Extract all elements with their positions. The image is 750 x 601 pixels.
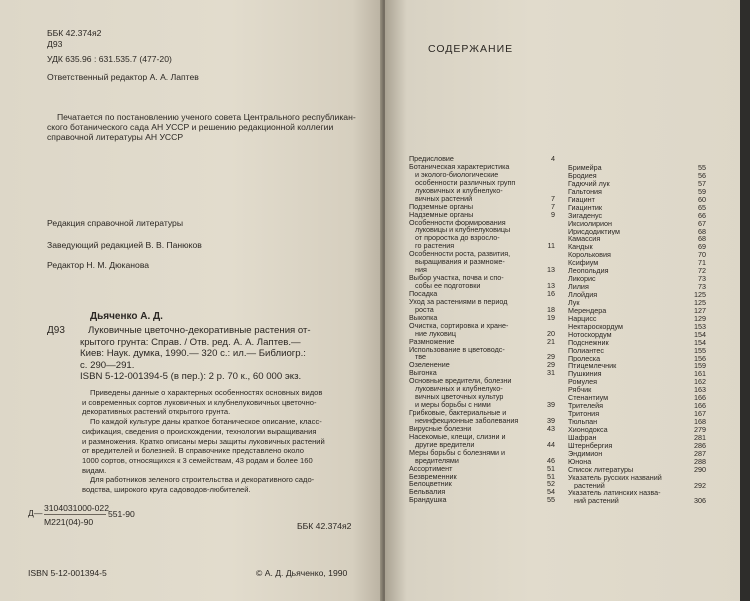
toc-entry-page: 46 <box>547 456 555 465</box>
toc-entry <box>409 250 555 258</box>
toc-entry-label: Список литературы <box>568 465 634 474</box>
toc-entry <box>568 331 706 339</box>
toc-entry-label: Выгонка <box>409 369 437 378</box>
toc-entry <box>568 394 706 402</box>
toc-entry <box>409 314 555 322</box>
toc-entry <box>568 450 706 458</box>
toc-entry <box>568 164 706 172</box>
toc-entry-label: Использование в цветоводс- <box>409 345 505 354</box>
toc-entry <box>568 267 706 275</box>
toc-entry-page: 162 <box>694 378 706 387</box>
toc-entry <box>409 266 555 274</box>
toc-entry-page: 125 <box>694 291 706 299</box>
toc-entry-page: 155 <box>694 346 706 355</box>
toc-entry <box>409 282 555 290</box>
toc-entry-label: Зигаденус <box>568 211 603 220</box>
toc-entry-label: Посадка <box>409 289 438 298</box>
toc-entry <box>409 417 555 425</box>
toc-entry-page: 39 <box>547 416 555 425</box>
toc-entry <box>568 172 706 180</box>
toc-entry-label: Ллойдия <box>568 291 598 299</box>
toc-entry <box>409 361 555 369</box>
toc-entry-page: 127 <box>694 306 706 315</box>
class-code-number: 551-90 <box>108 509 135 519</box>
toc-entry-label: вредителями <box>415 456 459 465</box>
toc-entry-label: Вирусные болезни <box>409 424 472 433</box>
biblio-code: Д93 <box>47 325 65 336</box>
toc-entry <box>409 219 555 227</box>
toc-entry <box>409 441 555 449</box>
toc-entry <box>409 369 555 377</box>
toc-entry-label: Тритония <box>568 410 600 418</box>
toc-entry-page: 70 <box>698 251 706 260</box>
toc-entry-page: 154 <box>694 330 706 339</box>
toc-entry-page: 73 <box>698 275 706 284</box>
toc-entry <box>409 187 555 195</box>
bibliographic-record: Луковичные цветочно-декоративные растения от- крытого грунта: Справ. / Отв. ред. А. А. Лаптев.— Киев: Наук. думка, 1990.— 320 с.: ил.— Библиогр.: с. 290—291. ISBN 5-12-001394-5 (в пер.): 2 р. 70 к., 60 000 экз. <box>80 325 311 383</box>
toc-entry-label: Выкопка <box>409 313 438 322</box>
toc-entry-label: Мерендера <box>568 306 607 315</box>
toc-entry <box>568 251 706 259</box>
toc-entry-page: 56 <box>698 171 706 180</box>
toc-entry <box>568 299 706 307</box>
toc-entry-label: другие вредители <box>415 440 475 449</box>
toc-entry-label: Бельвалия <box>409 488 446 497</box>
toc-entry-page: 166 <box>694 394 706 403</box>
toc-entry-page: 306 <box>694 497 706 506</box>
toc-entry <box>568 418 706 426</box>
toc-entry <box>409 258 555 266</box>
toc-entry-page: 21 <box>547 337 555 346</box>
toc-entry-page: 55 <box>547 496 555 505</box>
toc-entry <box>409 338 555 346</box>
toc-entry-page: 29 <box>547 361 555 370</box>
toc-entry-page: 286 <box>694 441 706 450</box>
toc-entry-page: 19 <box>547 313 555 322</box>
toc-entry-label: Особенности формирования <box>409 218 506 227</box>
toc-entry-page: 60 <box>698 195 706 204</box>
toc-entry-label: луковичных и клубнелуко- <box>415 186 503 195</box>
toc-entry-label: Тюльпан <box>568 418 598 426</box>
toc-entry-label: го растения <box>415 242 455 251</box>
toc-entry-label: тве <box>415 353 427 362</box>
toc-entry-label: Уход за растениями в период <box>409 297 508 306</box>
toc-entry <box>409 274 555 282</box>
toc-entry-label: вичных растений <box>415 194 473 203</box>
toc-entry-label: Корольковия <box>568 251 611 260</box>
toc-entry-label: Гадючий лук <box>568 179 610 188</box>
toc-entry <box>568 323 706 331</box>
toc-entry <box>568 489 706 497</box>
editor: Редактор Н. М. Дюканова <box>47 260 150 270</box>
toc-entry-page: 4 <box>551 155 555 163</box>
toc-entry-label: и меры борьбы с ними <box>415 401 491 409</box>
toc-entry-page: 69 <box>698 243 706 252</box>
toc-entry-page: 54 <box>547 488 555 497</box>
toc-entry <box>568 378 706 386</box>
toc-entry <box>568 220 706 228</box>
toc-entry <box>568 307 706 315</box>
toc-entry-page: 156 <box>694 354 706 363</box>
toc-entry-label: Ликорис <box>568 275 596 284</box>
toc-entry-label: Рябчик <box>568 386 592 395</box>
toc-entry-label: от проростка до взросло- <box>415 234 500 243</box>
toc-entry-label: собы ее подготовки <box>415 282 481 290</box>
toc-entry <box>568 497 706 505</box>
toc-entry-label: Лук <box>568 298 580 307</box>
toc-entry <box>568 339 706 347</box>
toc-entry <box>568 474 706 482</box>
toc-entry-label: Леопольдия <box>568 267 609 276</box>
toc-entry-label: Очистка, сортировка и хране- <box>409 321 509 330</box>
toc-entry-page: 44 <box>547 440 555 449</box>
toc-entry-page: 154 <box>694 338 706 347</box>
toc-entry-page: 65 <box>698 203 706 212</box>
toc-entry-label: Птицемлечник <box>568 362 617 371</box>
toc-entry-page: 290 <box>694 465 706 474</box>
toc-entry-page: 59 <box>698 187 706 196</box>
toc-entry <box>409 163 555 171</box>
toc-entry-page: 31 <box>547 369 555 378</box>
toc-entry-page: 161 <box>694 370 706 379</box>
toc-entry-page: 7 <box>551 194 555 203</box>
toc-entry-label: Ассортимент <box>409 464 453 473</box>
toc-entry-label: и эколого-биологические <box>415 170 499 179</box>
toc-entry-label: Особенности роста, развития, <box>409 250 511 259</box>
toc-entry-page: 125 <box>694 298 706 307</box>
toc-entry-label: Ксифиум <box>568 259 599 268</box>
toc-entry-label: Нотоскордум <box>568 330 612 339</box>
abstract: Приведены данные о характерных особенностях основных видов и современных сортов луковичных и клубнелуковичных цветочно- декоративных растений открытого грунта. По каждой культуре даны краткое ботаническое описание, класс- сификация, сведения о происхождении, технологии выращивания и размножения. Кратко описаны меры защиты луковичных растений от вредителей и болезней. В справочнике представлено около 1000 сортов, относящихся к 3 семействам, 43 родам и более 160 видам. Для работников зеленого строительства и декоративного садо- водства, широкого круга садоводов-любителей. <box>82 388 325 495</box>
toc-entry <box>409 449 555 457</box>
toc-entry-label: неинфекционные заболевания <box>415 416 519 425</box>
toc-entry <box>409 195 555 203</box>
contents-title: СОДЕРЖАНИЕ <box>428 43 514 55</box>
toc-entry <box>568 228 706 236</box>
toc-entry-label: Камассия <box>568 235 601 244</box>
toc-entry-label: Хионодокса <box>568 425 608 434</box>
toc-entry <box>568 180 706 188</box>
toc-entry <box>409 203 555 211</box>
right-page <box>385 0 750 601</box>
toc-entry <box>568 235 706 243</box>
toc-entry-label: Надземные органы <box>409 210 474 219</box>
toc-entry-label: Указатель латинских назва- <box>568 489 661 498</box>
toc-entry-page: 292 <box>694 481 706 490</box>
toc-entry <box>568 315 706 323</box>
toc-entry <box>409 473 555 481</box>
toc-entry <box>409 226 555 234</box>
toc-entry-page: 67 <box>698 219 706 228</box>
toc-entry-label: Полиантес <box>568 346 604 355</box>
toc-entry <box>409 298 555 306</box>
toc-entry <box>409 211 555 219</box>
toc-entry-label: Пушкиния <box>568 370 602 379</box>
toc-entry-label: выращивания и размноже- <box>415 258 505 267</box>
toc-entry <box>568 442 706 450</box>
toc-entry-page: 29 <box>547 353 555 362</box>
toc-entry-page: 68 <box>698 235 706 244</box>
toc-entry-label: Безвременник <box>409 472 457 481</box>
toc-entry-label: ние луковиц <box>415 329 456 338</box>
toc-entry-page: 13 <box>547 266 555 275</box>
toc-entry <box>568 283 706 291</box>
toc-entry <box>409 322 555 330</box>
author-mark: Д93 <box>47 39 63 49</box>
toc-entry-label: Подземные органы <box>409 202 474 211</box>
toc-entry-label: растений <box>574 481 605 490</box>
toc-entry <box>409 488 555 496</box>
toc-entry-page: 167 <box>694 410 706 418</box>
toc-entry-page: 168 <box>694 418 706 426</box>
toc-entry <box>568 410 706 418</box>
publication-note: Печатается по постановлению ученого совета Центрального республикан- ского ботанического сада АН УССР и решению редакционной коллегии справочной литературы АН УССР <box>47 112 356 142</box>
toc-entry-page: 20 <box>547 329 555 338</box>
toc-entry-page: 288 <box>694 457 706 466</box>
toc-entry <box>409 377 555 385</box>
toc-entry <box>409 393 555 401</box>
toc-entry-page: 11 <box>547 242 555 251</box>
toc-entry <box>568 426 706 434</box>
toc-entry-label: Стенантиум <box>568 394 609 403</box>
toc-entry <box>409 401 555 409</box>
udk-code: УДК 635.96 : 631.535.7 (477-20) <box>47 54 172 64</box>
toc-entry-page: 57 <box>698 179 706 188</box>
toc-entry-label: Эндимион <box>568 449 603 458</box>
toc-entry <box>409 234 555 242</box>
toc-entry-label: Нарцисс <box>568 314 597 323</box>
toc-entry-page: 159 <box>694 362 706 371</box>
isbn: ISBN 5-12-001394-5 <box>28 568 107 578</box>
toc-entry <box>568 188 706 196</box>
toc-entry <box>409 409 555 417</box>
toc-column-right <box>568 164 706 505</box>
toc-entry-label: Бродиея <box>568 171 597 180</box>
toc-entry <box>409 425 555 433</box>
toc-entry <box>568 355 706 363</box>
toc-entry-page: 66 <box>698 211 706 220</box>
toc-entry-label: Насекомые, клещи, слизни и <box>409 432 506 441</box>
toc-entry-label: Гиацинт <box>568 195 595 204</box>
toc-entry-label: ний растений <box>574 497 619 506</box>
toc-entry-label: Брандушка <box>409 496 447 505</box>
toc-entry-page: 71 <box>698 259 706 268</box>
toc-entry-label: Грибковые, бактериальные и <box>409 409 507 417</box>
toc-entry <box>409 155 555 163</box>
toc-entry-label: Юнона <box>568 457 592 466</box>
toc-entry-page: 18 <box>547 305 555 314</box>
toc-entry <box>409 353 555 361</box>
toc-entry-page: 72 <box>698 267 706 276</box>
toc-entry-page: 166 <box>694 402 706 411</box>
toc-entry-label: Основные вредители, болезни <box>409 377 512 386</box>
toc-entry-label: Штернбергия <box>568 441 613 450</box>
toc-entry <box>409 496 555 504</box>
toc-entry-label: Размножение <box>409 337 455 346</box>
bbk-bottom: ББК 42.374я2 <box>297 521 352 531</box>
toc-entry-page: 55 <box>698 164 706 172</box>
toc-entry <box>409 385 555 393</box>
toc-entry <box>568 386 706 394</box>
toc-entry-page: 16 <box>547 289 555 298</box>
toc-entry-label: Гальтония <box>568 187 602 196</box>
toc-entry <box>568 196 706 204</box>
toc-column-left <box>409 155 555 504</box>
toc-entry-page: 73 <box>698 283 706 291</box>
toc-entry-label: Трителейя <box>568 402 604 411</box>
author-name: Дьяченко А. Д. <box>90 311 163 322</box>
toc-entry-page: 281 <box>694 433 706 442</box>
head-of-editorial: Заведующий редакцией В. В. Панюков <box>47 240 202 250</box>
toc-entry <box>409 465 555 473</box>
toc-entry-label: Указатель русских названий <box>568 473 662 482</box>
toc-entry-label: Нектароскордум <box>568 322 623 331</box>
copyright: © А. Д. Дьяченко, 1990 <box>256 568 348 578</box>
toc-entry-label: особенности различных групп <box>415 178 516 187</box>
toc-entry-label: Лилия <box>568 283 589 291</box>
page-edge <box>740 0 750 601</box>
toc-entry-label: Пролеска <box>568 354 601 363</box>
toc-entry-page: 129 <box>694 314 706 323</box>
toc-entry <box>568 362 706 370</box>
class-code-prefix: Д— <box>28 508 43 518</box>
toc-entry <box>409 306 555 314</box>
toc-entry-page: 279 <box>694 425 706 434</box>
toc-entry <box>409 346 555 354</box>
toc-entry <box>568 259 706 267</box>
toc-entry <box>409 480 555 488</box>
toc-entry <box>568 482 706 490</box>
toc-entry-label: Гиацинтик <box>568 203 603 212</box>
class-code-bottom: M221(04)-90 <box>44 517 94 527</box>
toc-entry <box>409 171 555 179</box>
bbk-code: ББК 42.374я2 <box>47 28 102 38</box>
toc-entry-label: ния <box>415 266 427 275</box>
toc-entry-label: Предисловие <box>409 155 454 163</box>
class-code-rule <box>44 514 106 515</box>
toc-entry-page: 51 <box>547 472 555 481</box>
toc-entry-label: Ромулея <box>568 378 598 387</box>
toc-entry-label: Выбор участка, почва и спо- <box>409 274 504 282</box>
toc-entry <box>568 402 706 410</box>
toc-entry <box>409 433 555 441</box>
toc-entry <box>568 291 706 299</box>
toc-entry-label: луковицы и клубнелуковицы <box>415 226 511 235</box>
toc-entry-label: Ирисдодиктиум <box>568 227 621 236</box>
toc-entry-page: 13 <box>547 282 555 290</box>
toc-entry <box>409 457 555 465</box>
responsible-editor: Ответственный редактор А. А. Лаптев <box>47 72 199 82</box>
toc-entry-page: 51 <box>547 464 555 473</box>
toc-entry-label: вичных цветочных культур <box>415 393 504 402</box>
edition-office: Редакция справочной литературы <box>47 218 184 228</box>
toc-entry <box>409 330 555 338</box>
toc-entry-page: 7 <box>551 202 555 211</box>
toc-entry-page: 52 <box>547 480 555 489</box>
toc-entry <box>409 179 555 187</box>
toc-entry <box>409 290 555 298</box>
toc-entry <box>568 434 706 442</box>
toc-entry-label: Шафран <box>568 433 597 442</box>
toc-entry-page: 39 <box>547 401 555 409</box>
toc-entry <box>568 458 706 466</box>
toc-entry-label: Меры борьбы с болезнями и <box>409 448 506 457</box>
toc-entry-page: 9 <box>551 210 555 219</box>
toc-entry <box>568 212 706 220</box>
toc-entry-label: роста <box>415 305 434 314</box>
toc-entry <box>568 275 706 283</box>
toc-entry <box>568 204 706 212</box>
toc-entry-page: 43 <box>547 424 555 433</box>
toc-entry <box>568 466 706 474</box>
toc-entry-label: луковичных и клубнелуко- <box>415 385 503 394</box>
toc-entry <box>409 242 555 250</box>
toc-entry-page: 163 <box>694 386 706 395</box>
toc-entry-label: Кандык <box>568 243 593 252</box>
toc-entry <box>568 243 706 251</box>
toc-entry-label: Белоцветник <box>409 480 452 489</box>
toc-entry-page: 153 <box>694 322 706 331</box>
toc-entry <box>568 370 706 378</box>
toc-entry-page: 68 <box>698 227 706 236</box>
toc-entry-label: Бримейра <box>568 164 602 172</box>
class-code-top: 3104031000-022 <box>44 503 109 513</box>
toc-entry-label: Озеленение <box>409 361 450 370</box>
toc-entry-label: Иксиолирион <box>568 219 613 228</box>
toc-entry-label: Ботаническая характеристика <box>409 162 510 171</box>
toc-entry-label: Подснежник <box>568 338 609 347</box>
toc-entry <box>568 347 706 355</box>
toc-entry-page: 287 <box>694 449 706 458</box>
